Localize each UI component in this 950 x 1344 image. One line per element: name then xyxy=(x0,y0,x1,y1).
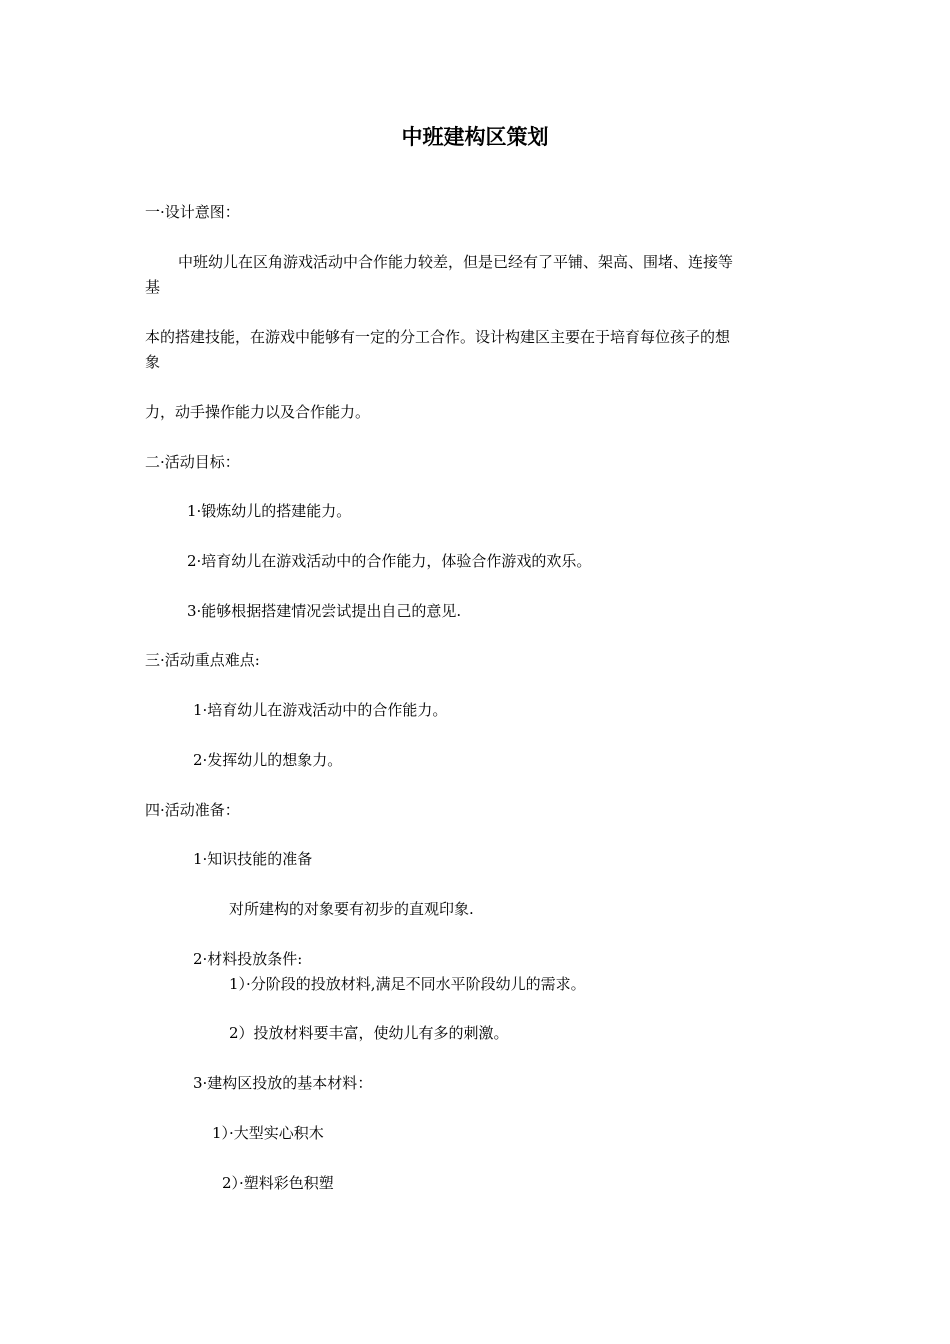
goal-item: 2·培育幼儿在游戏活动中的合作能力，体验合作游戏的欢乐。 xyxy=(187,552,592,570)
preparation-materials-heading: 2·材料投放条件: xyxy=(193,950,303,968)
section-heading-key-points: 三·活动重点难点: xyxy=(145,651,260,669)
key-point-item: 1·培育幼儿在游戏活动中的合作能力。 xyxy=(193,701,448,719)
goal-item: 3·能够根据搭建情况尝试提出自己的意见. xyxy=(187,602,462,620)
basic-material-item: 1）·大型实心积木 xyxy=(212,1124,324,1142)
design-intent-line-2-wrap: 象 xyxy=(145,353,161,371)
materials-item: 1）·分阶段的投放材料,满足不同水平阶段幼儿的需求。 xyxy=(229,975,586,993)
design-intent-line-1-wrap: 基 xyxy=(145,278,161,296)
key-point-item: 2·发挥幼儿的想象力。 xyxy=(193,751,343,769)
section-heading-goals: 二·活动目标： xyxy=(145,453,240,471)
document-title: 中班建构区策划 xyxy=(401,125,549,149)
section-heading-design-intent: 一·设计意图： xyxy=(145,203,240,221)
materials-item: 2）投放材料要丰富，使幼儿有多的刺激。 xyxy=(229,1024,509,1042)
preparation-knowledge-heading: 1·知识技能的准备 xyxy=(193,850,313,868)
goal-item: 1·锻炼幼儿的搭建能力。 xyxy=(187,502,352,520)
preparation-knowledge-text: 对所建构的对象要有初步的直观印象. xyxy=(229,900,474,918)
design-intent-line-1: 中班幼儿在区角游戏活动中合作能力较差，但是已经有了平铺、架高、围堵、连接等 xyxy=(178,253,734,271)
basic-material-item: 2）·塑料彩色积塑 xyxy=(222,1174,334,1192)
preparation-basic-heading: 3·建构区投放的基本材料： xyxy=(193,1074,373,1092)
section-heading-preparation: 四·活动准备： xyxy=(145,801,240,819)
design-intent-line-3: 力，动手操作能力以及合作能力。 xyxy=(145,403,371,421)
design-intent-line-2: 本的搭建技能，在游戏中能够有一定的分工合作。设计构建区主要在于培育每位孩子的想 xyxy=(145,328,731,346)
